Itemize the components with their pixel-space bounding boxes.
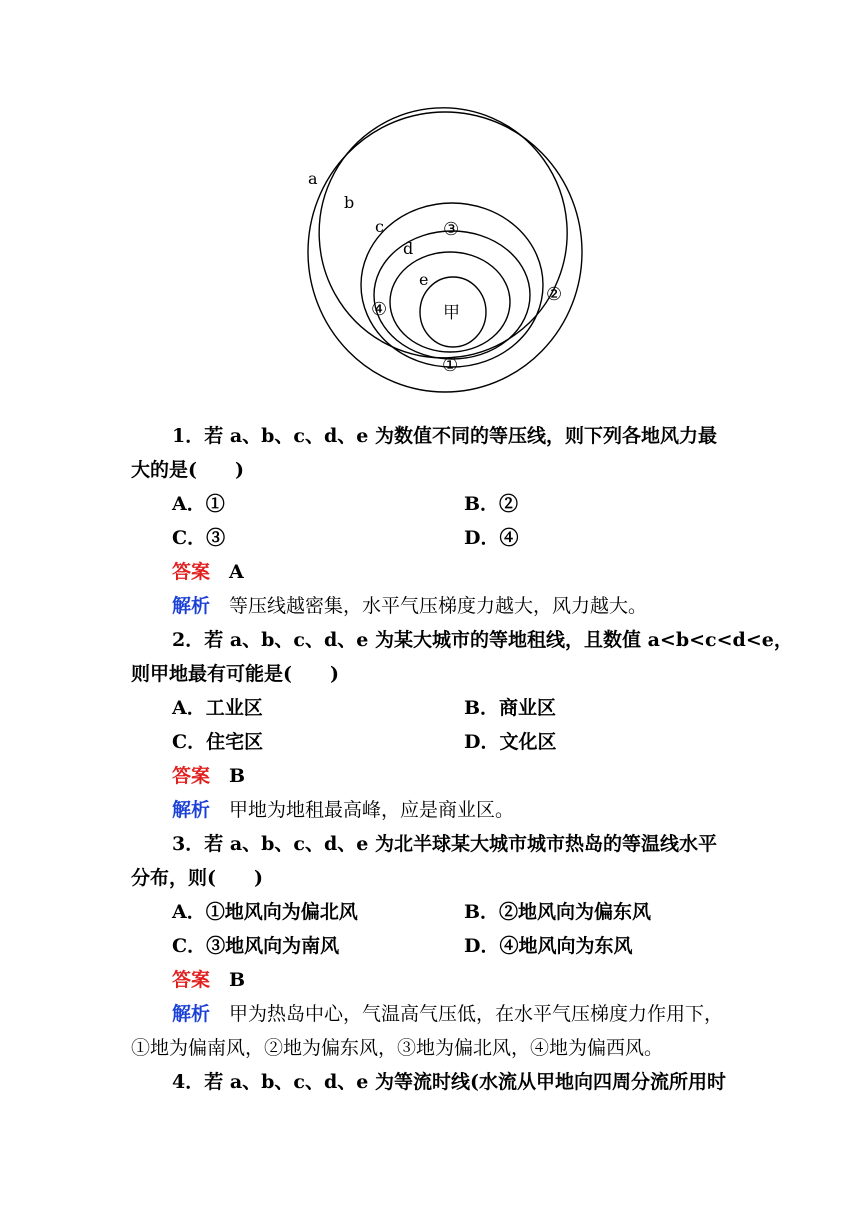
point-2: ② (546, 284, 563, 305)
label-d: d (403, 239, 414, 258)
q3-stem-line2: 分布，则( ) (131, 867, 263, 889)
q2-option-a: A．工业区 (172, 697, 263, 719)
q2-analysis-label: 解析 (172, 799, 211, 821)
center-label: 甲 (443, 303, 460, 323)
q2-analysis-row (172, 798, 514, 822)
q3-option-d: D．④地风向为东风 (464, 935, 633, 957)
q3-analysis-row (172, 1002, 723, 1026)
label-c: c (375, 217, 384, 236)
q1-analysis-row (172, 594, 647, 618)
q1-analysis-text: 等压线越密集，水平气压梯度力越大，风力越大。 (229, 595, 648, 617)
contour-figure (280, 104, 610, 404)
q3-option-a: A．①地风向为偏北风 (172, 901, 358, 923)
q2-answer-row (172, 764, 245, 788)
q1-answer-value: A (229, 561, 244, 583)
q3-option-b: B．②地风向为偏东风 (464, 901, 652, 923)
contour-line-b (319, 108, 567, 294)
q2-answer-label: 答案 (172, 765, 211, 787)
q3-option-c: C．③地风向为南风 (172, 935, 340, 957)
q2-option-b: B．商业区 (464, 697, 557, 719)
point-1: ① (442, 355, 459, 376)
q4-stem-line1: 4．若 a、b、c、d、e 为等流时线(水流从甲地向四周分流所用时 (172, 1071, 726, 1093)
label-a: a (308, 169, 318, 188)
q1-answer-label: 答案 (172, 561, 211, 583)
label-b: b (344, 193, 355, 212)
contour-line-e (390, 252, 510, 352)
q2-analysis-text: 甲地为地租最高峰，应是商业区。 (229, 799, 515, 821)
q1-option-c: C．③ (172, 527, 226, 549)
label-e: e (419, 270, 429, 289)
q2-stem-line1: 2．若 a、b、c、d、e 为某大城市的等地租线，且数值 a<b<c<d<e， (172, 629, 793, 651)
q3-analysis-text-line1: 甲为热岛中心，气温高气压低，在水平气压梯度力作用下， (229, 1003, 724, 1025)
q1-option-a: A．① (172, 493, 225, 515)
q3-answer-row (172, 968, 245, 992)
point-4: ④ (371, 299, 388, 320)
point-3: ③ (443, 219, 460, 240)
q1-option-d: D．④ (464, 527, 519, 549)
q1-stem-line1: 1．若 a、b、c、d、e 为数值不同的等压线，则下列各地风力最 (172, 425, 717, 447)
q2-option-c: C．住宅区 (172, 731, 264, 753)
q2-stem-line2: 则甲地最有可能是( ) (131, 663, 339, 685)
q3-answer-value: B (229, 969, 246, 991)
contour-diagram (280, 104, 610, 404)
q1-answer-row (172, 560, 244, 584)
q3-analysis-label: 解析 (172, 1003, 211, 1025)
q3-answer-label: 答案 (172, 969, 211, 991)
q2-option-d: D．文化区 (464, 731, 557, 753)
q1-analysis-label: 解析 (172, 595, 211, 617)
q1-option-b: B．② (464, 493, 519, 515)
q3-analysis-text-line2: ①地为偏南风，②地为偏东风，③地为偏北风，④地为偏西风。 (131, 1037, 664, 1059)
q2-answer-value: B (229, 765, 246, 787)
q3-stem-line1: 3．若 a、b、c、d、e 为北半球某大城市城市热岛的等温线水平 (172, 833, 717, 855)
q1-stem-line2: 大的是( ) (131, 459, 244, 481)
